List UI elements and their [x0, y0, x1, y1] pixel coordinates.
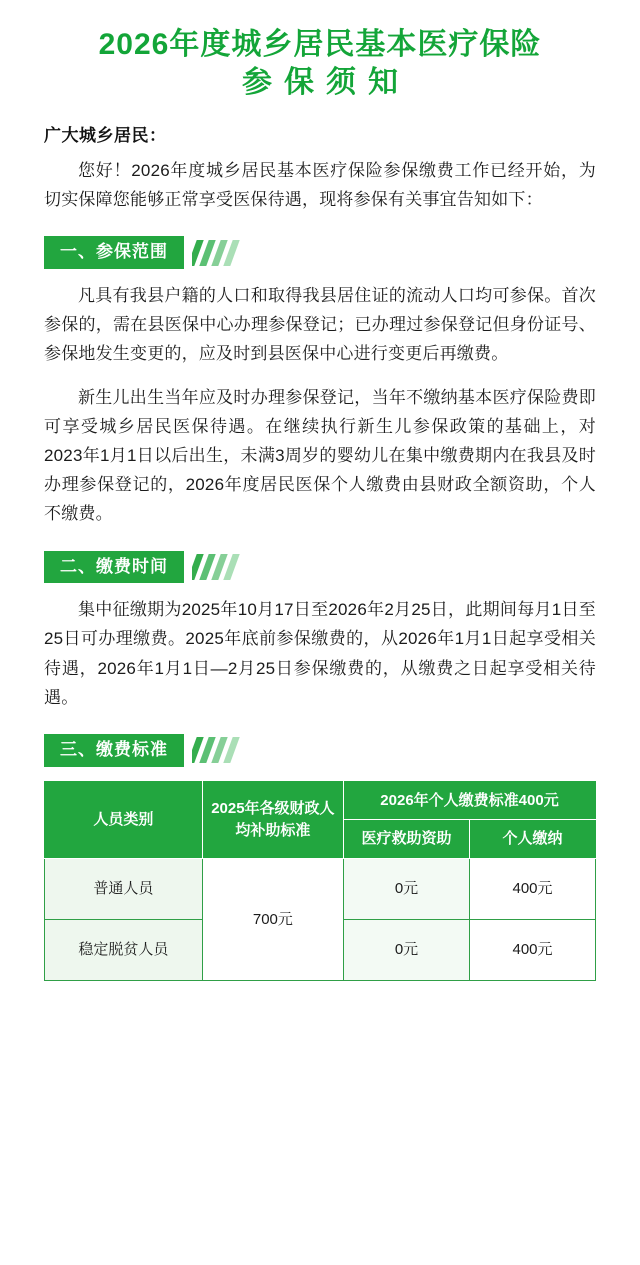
section-2-label: 二、缴费时间: [44, 551, 184, 584]
header-category: 人员类别: [45, 781, 203, 859]
section-1-paragraph-1: 凡具有我县户籍的人口和取得我县居住证的流动人口均可参保。首次参保的，需在县医保中心办理参保登记；已办理过参保登记但身份证号、参保地发生变更的，应及时到县医保中心进行变更后再缴费。: [44, 285, 596, 364]
header-personal-group: 2026年个人缴费标准400元: [344, 781, 596, 820]
row-2-category: 稳定脱贫人员: [45, 920, 203, 981]
header-personal-pay: 个人缴纳: [470, 820, 596, 859]
row-subsidy-merged: 700元: [202, 859, 343, 981]
document-title: [44, 26, 596, 103]
title-line-1: 2026年度城乡居民基本医疗保险: [98, 28, 542, 61]
row-2-personal-pay: 400元: [470, 920, 596, 981]
section-1-paragraph-2: 新生儿出生当年应及时办理参保登记，当年不缴纳基本医疗保险费即可享受城乡居民医保待遇。在继续执行新生儿参保政策的基础上，对2023年1月1日以后出生，未满3周岁的婴幼儿在集中缴费期内在我县及时办理参保登记的，2026年度居民医保个人缴费由县财政全额资助，个人不缴费。: [44, 387, 596, 524]
row-1-personal-pay: 400元: [470, 859, 596, 920]
stripes-decoration-icon: [192, 554, 240, 580]
section-heading-payment-time: [44, 551, 596, 584]
section-1-label: 一、参保范围: [44, 236, 184, 269]
fee-standard-table: [44, 781, 596, 982]
section-heading-scope: [44, 236, 596, 269]
table-body: [45, 859, 596, 981]
row-2-medical-aid: 0元: [344, 920, 470, 981]
header-subsidy: 2025年各级财政人均补助标准: [202, 781, 343, 859]
section-2-paragraph-1: 集中征缴期为2025年10月17日至2026年2月25日，此期间每月1日至25日可办理缴费。2025年底前参保缴费的，从2026年1月1日起享受相关待遇，2026年1月1日—2月25日参保缴费的，从缴费之日起享受相关待遇。: [44, 600, 596, 707]
stripes-decoration-icon: [192, 240, 240, 266]
table-row: [45, 859, 596, 920]
table-header: [45, 781, 596, 859]
table-header-row-1: [45, 781, 596, 820]
section-3-label: 三、缴费标准: [44, 734, 184, 767]
header-medical-aid: 医疗救助资助: [344, 820, 470, 859]
row-1-medical-aid: 0元: [344, 859, 470, 920]
intro-paragraph: 您好！2026年度城乡居民基本医疗保险参保缴费工作已经开始，为切实保障您能够正常享受医保待遇，现将参保有关事宜告知如下：: [44, 160, 596, 210]
salutation: 广大城乡居民：: [44, 125, 167, 145]
stripes-decoration-icon: [192, 737, 240, 763]
section-heading-payment-standard: [44, 734, 596, 767]
row-1-category: 普通人员: [45, 859, 203, 920]
title-line-2: 参保须知: [242, 66, 410, 100]
